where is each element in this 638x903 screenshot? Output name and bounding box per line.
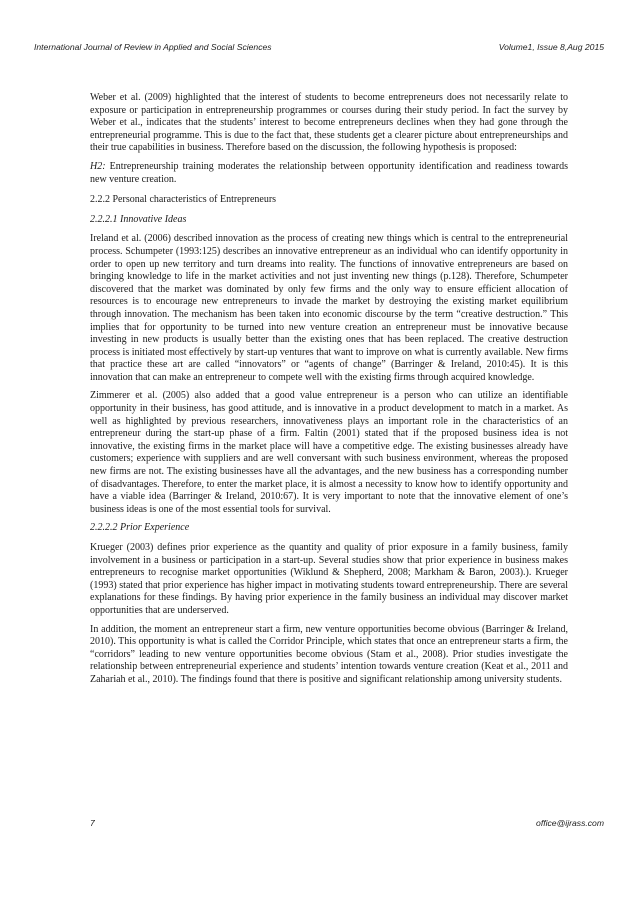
paragraph-krueger: Krueger (2003) defines prior experience as the quantity and quality of prior exposure in a family business, family involvement in a business or participation in a start-up. Several studies show that prior experience in business makes entrepreneurs to recognise market opportunities (Wiklund & Shepherd, 2008; Markham & Baron, 2003).). Krueger (1993) stated that prior experience has higher impact in motivating students toward entrepreneurship. There are several explanations for these findings. By having prior experience in the family business an individual may discover market opportunities that are underserved.: [90, 542, 568, 616]
article-body: [90, 92, 568, 693]
journal-title: International Journal of Review in Applied and Social Sciences: [34, 42, 272, 52]
hypothesis-h2: [90, 161, 568, 186]
page-header: [34, 42, 604, 52]
section-heading-222: 2.2.2 Personal characteristics of Entrepreneurs: [90, 194, 277, 206]
page-number: 7: [90, 818, 95, 828]
section-heading-2221: 2.2.2.1 Innovative Ideas: [90, 213, 187, 225]
paragraph-weber: Weber et al. (2009) highlighted that the interest of students to become entrepreneurs does not necessarily relate to exposure or participation in entrepreneurship programmes or courses during their study period. In fact the survey by Weber et al., indicates that the students’ interest to become entrepreneurs declines when they had gone through the entrepreneurial programme. This is due to the fact that, these students get a clearer picture about entrepreneurships and their true capabilities in business. Therefore based on the discussion, the following hypothesis is proposed:: [90, 92, 568, 154]
section-heading-2222: 2.2.2.2 Prior Experience: [90, 522, 190, 534]
hypothesis-text: Entrepreneurship training moderates the relationship between opportunity identification and readiness towards new venture creation.: [90, 160, 568, 185]
paragraph-ireland: Ireland et al. (2006) described innovation as the process of creating new things which is central to the entrepreneurial process. Schumpeter (1993:125) describes an innovative entrepreneur as an individual who can identify opportunity in order to open up new territory and turn dreams into reality. The functions of innovative entrepreneurs are based on bringing knowledge to life in the market activities and not just inventing new things (p.128). Therefore, Schumpeter discovered that the market was dominated by only few firms and the only way to ensure efficient allocation of resources is to encourage new entrepreneurs to invade the market by destroying the existing market equilibrium through innovation. The mechanism has been taken into economic discourse by the term “creative destruction.” This implies that for opportunity to be turned into new venture creation an entrepreneur must be innovative because investing in new products is usually better than the existing ones that has been replaced. The creative destruction process is initiated most effectively by start-up ventures that want to improve on what is currently available. New firms that practice these art are called “innovators” or “agents of change” (Barringer & Ireland, 2010:45). It is this innovation that can make an entrepreneur to compete well with the existing firms through acquired knowledge.: [90, 233, 568, 383]
volume-issue: Volume1, Issue 8,Aug 2015: [498, 42, 604, 52]
hypothesis-label: H2:: [90, 160, 106, 172]
paragraph-corridor: In addition, the moment an entrepreneur start a firm, new venture opportunities become obvious (Barringer & Ireland, 2010). This opportunity is what is called the Corridor Principle, which states that once an entrepreneur starts a firm, the “corridors” leading to new venture opportunities become obvious (Stam et al., 2008). Prior studies investigate the relationship between entrepreneurial experience and students’ intention towards venture creation (Keat et al., 2011 and Zahariah et al., 2010). The findings found that there is positive and significant relationship among university students.: [90, 623, 568, 685]
paragraph-zimmerer: Zimmerer et al. (2005) also added that a good value entrepreneur is a person who can utilize an identifiable opportunity in their business, has good attitude, and is innovative in a product development to match in a market. As well as highlighted by previous researchers, innovativeness plays an important role in the characteristics of an entrepreneur during the start-up phase of a firm. Faltin (2001) stated that if the proposed business idea is not innovative, the existing firms in the market place will have a competitive edge. The existing businesses already have customers; experience with suppliers and are well conversant with such business environment, whereas the proposed new firms are not. The existing businesses have all the advantages, and the new business has a corresponding number of disadvantages. Therefore, to enter the market place, it is almost a necessity to know how to identify opportunity and have a viable idea (Barringer & Ireland, 2010:67). It is very important to note that the innovative element of one’s business ideas is one of the most essential tools for survival.: [90, 390, 568, 515]
contact-email: office@ijrass.com: [536, 818, 604, 828]
page-footer: [90, 818, 604, 828]
